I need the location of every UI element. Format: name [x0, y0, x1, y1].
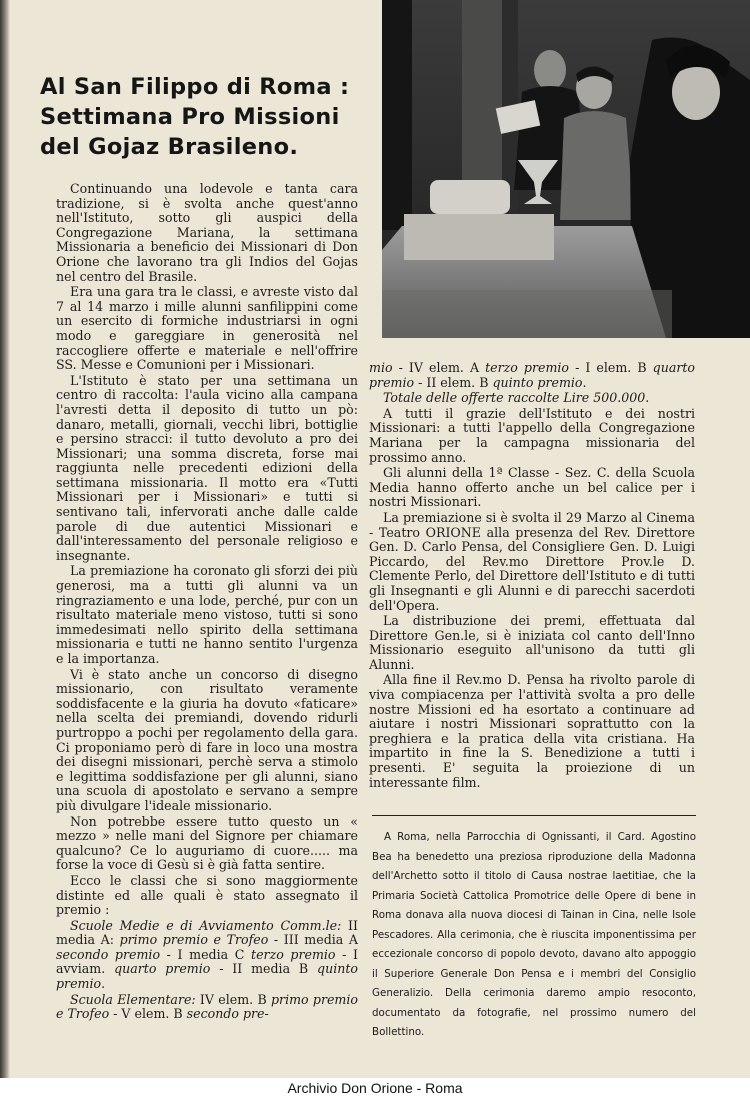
photo-illustration [382, 0, 750, 338]
title-line: Al San Filippo di Roma : [40, 74, 350, 100]
paragraph: La premiazione ha coronato gli sforzi dei più generosi, ma a tutti gli alunni va un ringraziamento e una lode, perché, pur con un risultato materiale meno vistoso, tutti si sono immedesimati nello spirito della settimana missionaria e tutti ne hanno sentito l'urgenza e la importanza. [56, 563, 358, 666]
title-line: del Gojaz Brasileno. [40, 134, 299, 160]
medie-label: Scuole Medie e di Avviamento Comm.le: [70, 917, 342, 933]
article-title [40, 72, 375, 162]
left-column [56, 182, 358, 1022]
news-note-text: A Roma, nella Parrocchia di Ognissanti, il Card. Agostino Bea ha benedetto una preziosa riproduzione della Madonna dell'Archetto sotto il titolo di Causa nostrae laetitiae, che la Primaria Società Cattolica Promotrice delle Opere di bene in Roma donava alla nuova diocesi di Tainan in Cina, nelle Isole Pescadores. Alla cerimonia, che è riuscita imponentissima per eccezionale concorso di popolo devoto, davano alto appoggio il Superiore Generale Don Pensa e i membri del Consiglio Generalizio. Della cerimonia daremo ampio resoconto, documentato da fotografie, nel prossimo numero del Bollettino. [372, 831, 696, 1038]
paragraph: La distribuzione dei premi, effettuata dal Direttore Gen.le, si è iniziata col canto dell'Inno Missionario eseguito all'unisono da tutti gli Alunni. [369, 613, 695, 672]
total-offerings: Totale delle offerte raccolte Lire 500.000. [383, 390, 650, 406]
paragraph: Non potrebbe essere tutto questo un « mezzo » nelle mani del Signore per chiamare qualcuno? Ce lo auguriamo di cuore..... ma forse la voce di Gesù si è già fatta sentire. [56, 813, 358, 873]
binding-shadow [0, 0, 10, 1078]
news-note [372, 828, 696, 1043]
photo-award-ceremony [382, 0, 750, 338]
paragraph: A tutti il grazie dell'Istituto e dei nostri Missionari: a tutti l'appello della Congregazione Mariana per la campagna missionaria del prossimo anno. [369, 405, 695, 465]
paragraph: Continuando una lodevole e tanta cara tradizione, si è svolta anche quest'anno nell'Istituto, sotto gli auspici della Congregazione Mariana, la settimana Missionaria a beneficio dei Missionari di Don Orione che lavorano tra gli Indios del Gojas nel centro del Brasile. [56, 181, 358, 284]
right-column [369, 361, 695, 790]
paragraph-elementare-cont: mio - IV elem. A terzo premio - I elem. B quarto premio - II elem. B quinto premio. [369, 360, 695, 390]
paragraph: Ecco le classi che si sono maggiormente distinte ed alle quali è stato assegnato il premio : [56, 872, 358, 918]
paragraph: L'Istituto è stato per una settimana un centro di raccolta: l'aula vicino alla campana l'avresti detta il deposito di tutto un pò: danaro, metalli, giornali, vecchi libri, bottiglie e persino stracci: il tutto devoluto a pro dei Missionari; una somma discreta, forse mai raggiunta nelle precedenti edizioni della settimana missionaria. Il motto era «Tutti Missionari per i Missionari» e tutti si sentivano tali, infervorati anche dalle calde parole di due autentici Missionari e dall'interessamento del personale religioso e insegnante. [56, 372, 358, 563]
paragraph: La premiazione si è svolta il 29 Marzo al Cinema - Teatro ORIONE alla presenza del Rev. Direttore Gen. D. Carlo Pensa, del Consigliere Gen. D. Luigi Piccardo, del Rev.mo Direttore Prov.le D. Clemente Perlo, del Direttore dell'Istituto e di tutti gli Insegnanti e gli Alunni e di parecchi sacerdoti dell'Opera. [369, 509, 695, 613]
paragraph: Alla fine il Rev.mo D. Pensa ha rivolto parole di viva compiacenza per l'attività svolta a pro delle nostre Missioni ed ha esortato a continuare ad aiutare i nostri Missionari soprattutto con la preghiera e la pratica della vita cristiana. Ha impartito in fine la S. Benedizione a tutti i presenti. E' seguita la proiezione di un interessante film. [369, 672, 695, 790]
section-divider [372, 815, 696, 816]
title-line: Settimana Pro Missioni [40, 104, 340, 130]
paragraph-elementare: Scuola Elementare: IV elem. B primo premio e Trofeo - V elem. B secondo pre- [56, 991, 358, 1022]
paragraph: Vi è stato anche un concorso di disegno missionario, con risultato veramente soddisfacente e la giuria ha dovuto «faticare» nella scelta dei premiandi, dovendo ridurli purtroppo a pochi per regolamento della gara. Ci proponiamo però di fare in loco una mostra dei disegni missionari, perchè serva a stimolo e legittima soddisfazione per gli alunni, siano una scuola di apostolato e servano a sempre più divulgare l'ideale missionario. [56, 666, 358, 813]
elem-label: Scuola Elementare: [70, 991, 196, 1007]
paragraph: Gli alunni della 1ª Classe - Sez. C. della Scuola Media hanno offerto anche un bel calice per i nostri Missionari. [369, 465, 695, 510]
paragraph-medie: Scuole Medie e di Avviamento Comm.le: II media A: primo premio e Trofeo - III media A secondo premio - I media C terzo premio - I avviam. quarto premio - II media B quinto premio. [56, 917, 359, 992]
paragraph: Era una gara tra le classi, e avreste visto dal 7 al 14 marzo i mille alunni sanfilippini come un esercito di formiche industriarsi in ogni modo e gareggiare in generosità nel raccogliere offerte e materiale e nell'offrire SS. Messe e Comunioni per i Missionari. [56, 284, 358, 373]
archive-footer: Archivio Don Orione - Roma [0, 1078, 750, 1098]
